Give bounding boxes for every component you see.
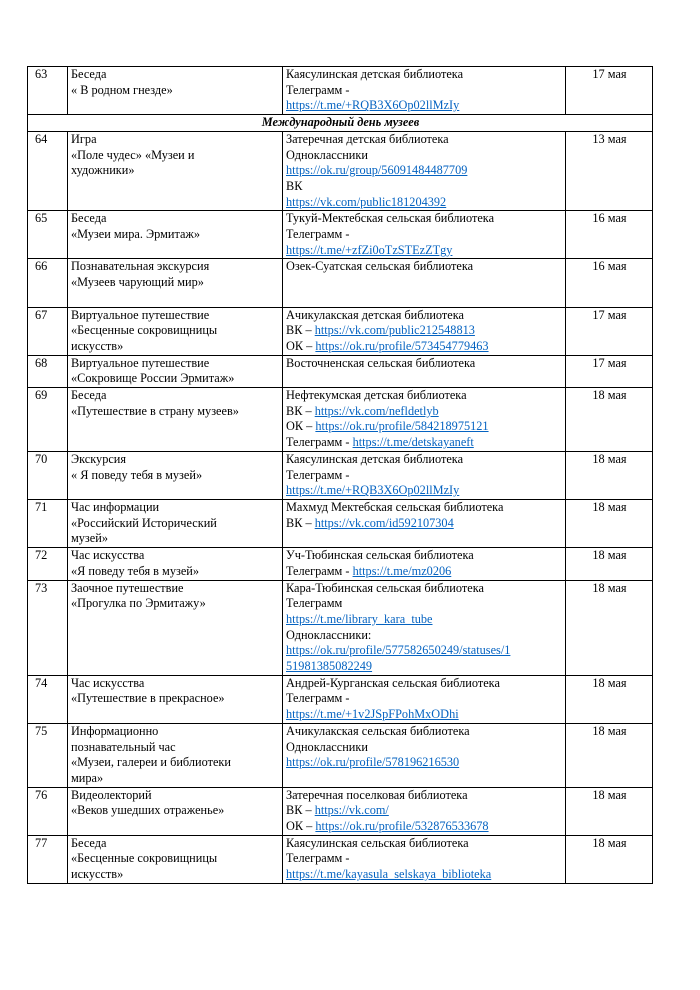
row-number: 71 — [28, 499, 68, 547]
row-number: 70 — [28, 451, 68, 499]
event-line: познавательный час — [71, 739, 176, 754]
event-line: Экскурсия — [71, 451, 127, 466]
link-prefix: Телеграмм - — [286, 435, 353, 450]
events-table — [27, 66, 653, 884]
event-cell — [68, 835, 283, 883]
social-link[interactable]: https://ok.ru/profile/573454779463 — [315, 338, 489, 353]
venue-text: Андрей-Курганская сельская библиотека — [286, 675, 500, 690]
venue-line — [286, 323, 563, 339]
venue-line — [286, 259, 563, 275]
social-link[interactable]: https://vk.com/public212548813 — [314, 323, 475, 338]
venue-text: Каясулинская детская библиотека — [286, 451, 464, 466]
row-number: 65 — [28, 211, 68, 259]
event-line: «Сокровище России Эрмитаж» — [71, 371, 235, 386]
event-line: Час искусства — [71, 548, 145, 563]
row-number: 63 — [28, 67, 68, 115]
event-cell — [68, 499, 283, 547]
venue-text: Тукуй-Мектебская сельская библиотека — [286, 211, 495, 226]
event-line: «Музеи, галереи и библиотеки — [71, 755, 231, 770]
social-link[interactable]: https://t.me/+1v2JSpFPohMxODhi — [286, 707, 459, 722]
table-row — [28, 131, 653, 211]
venue-line — [286, 548, 563, 564]
venue-line — [286, 388, 563, 404]
venue-line — [286, 516, 563, 532]
row-number: 75 — [28, 723, 68, 787]
venue-line — [286, 468, 563, 484]
social-link[interactable]: https://ok.ru/profile/532876533678 — [315, 819, 489, 834]
row-number: 74 — [28, 675, 68, 723]
table-row — [28, 67, 653, 115]
event-date: 16 мая — [566, 211, 653, 259]
venue-line — [286, 132, 563, 148]
venue-text: Махмуд Мектебская сельская библиотека — [286, 499, 504, 514]
venue-line — [286, 419, 563, 435]
social-link[interactable]: https://ok.ru/group/56091484487709 — [286, 163, 468, 178]
social-link[interactable]: https://ok.ru/profile/577582650249/statuses/1 — [286, 643, 511, 658]
event-line: «Путешествие в прекрасное» — [71, 691, 225, 706]
venue-line — [286, 500, 563, 516]
event-line: Информационно — [71, 723, 159, 738]
venue-text: Каясулинская детская библиотека — [286, 67, 464, 81]
venue-text: ВК — [286, 178, 303, 193]
social-link[interactable]: https://vk.com/public181204392 — [286, 194, 447, 209]
event-cell — [68, 675, 283, 723]
row-number: 73 — [28, 580, 68, 675]
table-row — [28, 307, 653, 355]
venue-text: Озек-Суатская сельская библиотека — [286, 259, 474, 274]
venue-line — [286, 836, 563, 852]
event-cell — [68, 355, 283, 387]
event-line: Беседа — [71, 67, 107, 81]
venue-text: Кара-Тюбинская сельская библиотека — [286, 580, 484, 595]
event-line: «Музеев чарующий мир» — [71, 275, 204, 290]
venue-cell — [283, 67, 566, 115]
event-line: Виртуальное путешествие — [71, 355, 210, 370]
event-cell — [68, 580, 283, 675]
social-link[interactable]: https://t.me/library_kara_tube — [286, 611, 433, 626]
table-row — [28, 451, 653, 499]
event-date: 18 мая — [566, 675, 653, 723]
venue-line — [286, 356, 563, 372]
event-line: «Прогулка по Эрмитажу» — [71, 596, 206, 611]
venue-cell — [283, 723, 566, 787]
venue-line — [286, 676, 563, 692]
event-line: Заочное путешествие — [71, 580, 184, 595]
row-number: 67 — [28, 307, 68, 355]
venue-text: Восточненская сельская библиотека — [286, 355, 476, 370]
venue-line — [286, 788, 563, 804]
event-cell — [68, 67, 283, 115]
link-prefix: ОК – — [286, 419, 316, 434]
venue-line — [286, 339, 563, 355]
event-line: «Веков ушедших отраженье» — [71, 803, 225, 818]
venue-text: Одноклассники — [286, 147, 368, 162]
link-prefix: ОК – — [286, 819, 316, 834]
venue-text: Одноклассники: — [286, 627, 372, 642]
venue-line — [286, 564, 563, 580]
event-line: Беседа — [71, 388, 107, 403]
event-line: « В родном гнезде» — [71, 82, 173, 97]
table-row — [28, 259, 653, 307]
table-row — [28, 723, 653, 787]
event-date: 17 мая — [566, 67, 653, 115]
social-link[interactable]: https://t.me/+RQB3X6Op02llMzIy — [286, 483, 460, 498]
venue-line — [286, 724, 563, 740]
event-date: 18 мая — [566, 451, 653, 499]
venue-line — [286, 179, 563, 195]
event-date: 16 мая — [566, 259, 653, 307]
event-line: «Бесценные сокровищницы — [71, 851, 218, 866]
event-cell — [68, 723, 283, 787]
venue-line — [286, 163, 563, 179]
venue-line — [286, 227, 563, 243]
event-line: Беседа — [71, 835, 107, 850]
venue-cell — [283, 211, 566, 259]
event-line: « Я поведу тебя в музей» — [71, 467, 203, 482]
event-cell — [68, 451, 283, 499]
link-prefix: ВК – — [286, 323, 315, 338]
event-line: «Путешествие в страну музеев» — [71, 403, 239, 418]
table-row — [28, 388, 653, 452]
link-prefix: ОК – — [286, 338, 316, 353]
venue-cell — [283, 548, 566, 580]
venue-cell — [283, 131, 566, 211]
venue-text: Ачикулакская сельская библиотека — [286, 723, 470, 738]
event-line: Виртуальное путешествие — [71, 307, 210, 322]
venue-cell — [283, 307, 566, 355]
table-row — [28, 787, 653, 835]
row-number: 68 — [28, 355, 68, 387]
event-line: мира» — [71, 770, 104, 785]
venue-text: Телеграмм — [286, 596, 343, 611]
social-link[interactable]: https://t.me/+zfZi0oTzSTEzZTgy — [286, 242, 453, 257]
social-link[interactable]: https://t.me/detskayaneft — [352, 435, 474, 450]
venue-line — [286, 803, 563, 819]
venue-line — [286, 612, 563, 628]
event-date: 18 мая — [566, 835, 653, 883]
event-cell — [68, 787, 283, 835]
venue-cell — [283, 355, 566, 387]
event-cell — [68, 307, 283, 355]
venue-line — [286, 243, 563, 259]
event-line: художники» — [71, 163, 135, 178]
event-line: «Поле чудес» «Музеи и — [71, 147, 195, 162]
event-line: «Российский Исторический — [71, 515, 217, 530]
venue-line — [286, 581, 563, 597]
venue-line — [286, 867, 563, 883]
social-link[interactable]: https://t.me/mz0206 — [352, 563, 452, 578]
venue-line — [286, 211, 563, 227]
event-date: 17 мая — [566, 355, 653, 387]
venue-text: Затеречная детская библиотека — [286, 131, 449, 146]
table-row — [28, 355, 653, 387]
event-line: Познавательная экскурсия — [71, 259, 210, 274]
event-line: Беседа — [71, 211, 107, 226]
social-link[interactable]: https://vk.com/nefldetlyb — [314, 403, 439, 418]
event-line: Час искусства — [71, 675, 145, 690]
event-cell — [68, 259, 283, 307]
venue-line — [286, 819, 563, 835]
venue-text: Телеграмм - — [286, 227, 350, 242]
row-number: 66 — [28, 259, 68, 307]
social-link[interactable]: https://vk.com/ — [314, 803, 389, 818]
social-link[interactable]: 51981385082249 — [286, 659, 373, 674]
table-row — [28, 211, 653, 259]
venue-line — [286, 67, 563, 83]
venue-cell — [283, 499, 566, 547]
table-row — [28, 548, 653, 580]
event-date: 17 мая — [566, 307, 653, 355]
venue-line — [286, 851, 563, 867]
social-link[interactable]: https://t.me/+RQB3X6Op02llMzIy — [286, 98, 460, 113]
social-link[interactable]: https://ok.ru/profile/584218975121 — [315, 419, 489, 434]
event-date: 13 мая — [566, 131, 653, 211]
venue-cell — [283, 580, 566, 675]
section-title: Международный день музеев — [28, 115, 653, 132]
venue-line — [286, 308, 563, 324]
event-date: 18 мая — [566, 787, 653, 835]
event-cell — [68, 388, 283, 452]
venue-text: Телеграмм - — [286, 467, 350, 482]
venue-line — [286, 435, 563, 451]
link-prefix: ВК – — [286, 403, 315, 418]
row-number: 76 — [28, 787, 68, 835]
row-number: 77 — [28, 835, 68, 883]
venue-line — [286, 596, 563, 612]
venue-line — [286, 195, 563, 211]
event-line: «Музеи мира. Эрмитаж» — [71, 227, 201, 242]
venue-cell — [283, 388, 566, 452]
social-link[interactable]: https://vk.com/id592107304 — [314, 515, 454, 530]
venue-line — [286, 83, 563, 99]
row-number: 64 — [28, 131, 68, 211]
venue-line — [286, 740, 563, 756]
link-prefix: ВК – — [286, 515, 315, 530]
venue-line — [286, 755, 563, 771]
table-row — [28, 499, 653, 547]
venue-cell — [283, 451, 566, 499]
event-cell — [68, 548, 283, 580]
venue-text: Нефтекумская детская библиотека — [286, 388, 467, 403]
venue-line — [286, 707, 563, 723]
social-link[interactable]: https://ok.ru/profile/578196216530 — [286, 755, 460, 770]
venue-cell — [283, 259, 566, 307]
venue-cell — [283, 787, 566, 835]
social-link[interactable]: https://t.me/kayasula_selskaya_biblioteka — [286, 867, 492, 882]
venue-line — [286, 691, 563, 707]
table-row — [28, 675, 653, 723]
event-cell — [68, 211, 283, 259]
event-line: Час информации — [71, 499, 160, 514]
link-prefix: ВК – — [286, 803, 315, 818]
venue-line — [286, 643, 563, 659]
event-line: Игра — [71, 131, 97, 146]
venue-cell — [283, 675, 566, 723]
event-cell — [68, 131, 283, 211]
event-date: 18 мая — [566, 388, 653, 452]
event-line: «Я поведу тебя в музей» — [71, 563, 200, 578]
venue-line — [286, 404, 563, 420]
event-date: 18 мая — [566, 499, 653, 547]
section-row — [28, 115, 653, 132]
venue-line — [286, 148, 563, 164]
table-row — [28, 580, 653, 675]
venue-line — [286, 452, 563, 468]
event-line: «Бесценные сокровищницы — [71, 323, 218, 338]
venue-text: Телеграмм - — [286, 851, 350, 866]
events-table-body — [28, 67, 653, 884]
venue-text: Затеречная поселковая библиотека — [286, 787, 468, 802]
table-row — [28, 835, 653, 883]
event-line: искусств» — [71, 867, 124, 882]
event-date: 18 мая — [566, 548, 653, 580]
venue-text: Уч-Тюбинская сельская библиотека — [286, 548, 474, 563]
venue-line — [286, 483, 563, 499]
event-line: Видеолекторий — [71, 787, 152, 802]
event-line: искусств» — [71, 338, 124, 353]
event-date: 18 мая — [566, 723, 653, 787]
row-number: 69 — [28, 388, 68, 452]
venue-line — [286, 98, 563, 114]
row-number: 72 — [28, 548, 68, 580]
venue-cell — [283, 835, 566, 883]
link-prefix: Телеграмм - — [286, 563, 353, 578]
venue-line — [286, 659, 563, 675]
venue-text: Каясулинская сельская библиотека — [286, 835, 469, 850]
event-line: музей» — [71, 531, 108, 546]
venue-text: Одноклассники — [286, 739, 368, 754]
venue-text: Ачикулакская детская библиотека — [286, 307, 464, 322]
venue-text: Телеграмм - — [286, 82, 350, 97]
venue-line — [286, 628, 563, 644]
event-date: 18 мая — [566, 580, 653, 675]
venue-text: Телеграмм - — [286, 691, 350, 706]
